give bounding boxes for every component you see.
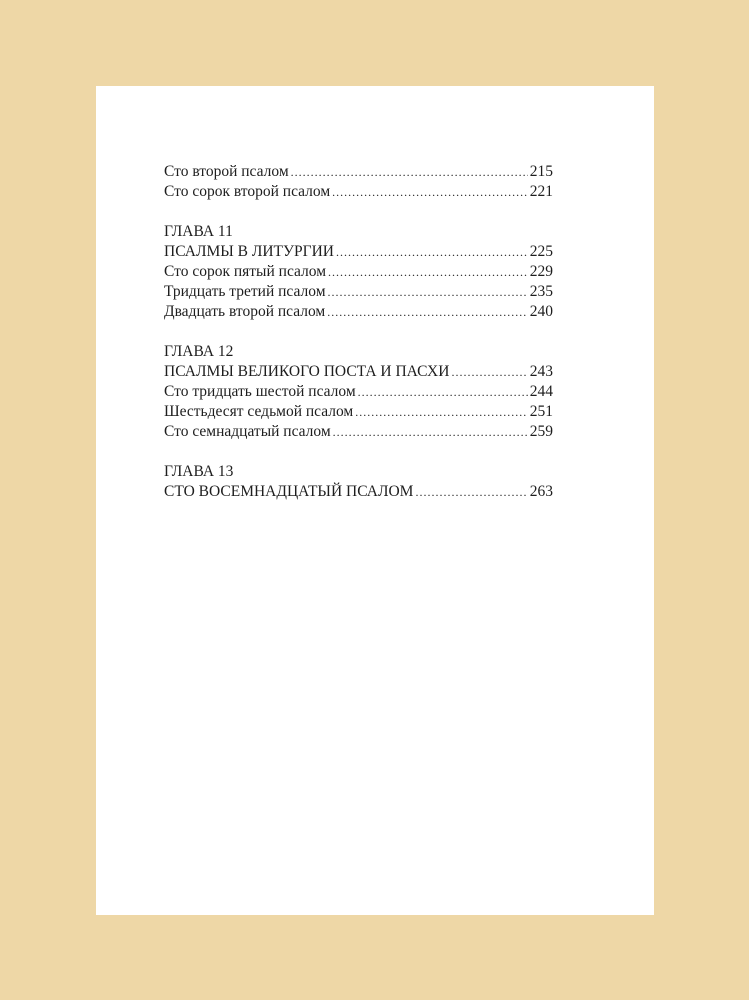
toc-entry-title: Сто семнадцатый псалом — [164, 423, 331, 440]
toc-entry-page: 251 — [529, 403, 553, 420]
toc-entry — [164, 402, 553, 422]
chapter-label: ГЛАВА 13 — [164, 463, 234, 480]
toc-entry-title: Сто сорок второй псалом — [164, 183, 331, 200]
toc-entry-title: Двадцать второй псалом — [164, 303, 326, 320]
dot-leader — [333, 422, 528, 442]
toc-entry-title: СТО ВОСЕМНАДЦАТЫЙ ПСАЛОМ — [164, 483, 414, 500]
dot-leader — [451, 362, 527, 382]
toc-entry-title: Шестьдесят седьмой псалом — [164, 403, 354, 420]
toc-entry-title: Сто тридцать шестой псалом — [164, 383, 356, 400]
toc-entry — [164, 262, 553, 282]
dot-leader — [291, 162, 528, 182]
toc-entry-title: ПСАЛМЫ ВЕЛИКОГО ПОСТА И ПАСХИ — [164, 363, 450, 380]
toc-group-chapter-12 — [164, 342, 553, 442]
toc-entry — [164, 422, 553, 442]
toc-entry-page: 263 — [529, 483, 553, 500]
dot-leader — [336, 242, 528, 262]
toc-entry-page: 229 — [529, 263, 553, 280]
dot-leader — [328, 282, 528, 302]
toc-entry-page: 215 — [529, 163, 553, 180]
chapter-label: ГЛАВА 11 — [164, 223, 233, 240]
toc-entry-title: Сто второй псалом — [164, 163, 289, 180]
table-of-contents — [164, 162, 553, 522]
dot-leader — [328, 262, 528, 282]
toc-entry-page: 221 — [529, 183, 553, 200]
toc-entry — [164, 282, 553, 302]
toc-entry — [164, 242, 553, 262]
toc-entry-title: ПСАЛМЫ В ЛИТУРГИИ — [164, 243, 334, 260]
toc-entry-page: 235 — [529, 283, 553, 300]
dot-leader — [358, 382, 528, 402]
dot-leader — [327, 302, 528, 322]
toc-group-chapter-11 — [164, 222, 553, 322]
toc-group-chapter-13 — [164, 462, 553, 502]
toc-entry-page: 259 — [529, 423, 553, 440]
toc-entry-page: 244 — [529, 383, 553, 400]
toc-entry — [164, 482, 553, 502]
toc-entry — [164, 302, 553, 322]
dot-leader — [332, 182, 528, 202]
dot-leader — [415, 482, 527, 502]
toc-entry-page: 243 — [529, 363, 553, 380]
toc-group-continued — [164, 162, 553, 202]
dot-leader — [355, 402, 528, 422]
chapter-label: ГЛАВА 12 — [164, 343, 234, 360]
toc-entry-page: 240 — [529, 303, 553, 320]
book-page — [96, 86, 654, 915]
toc-entry-page: 225 — [529, 243, 553, 260]
toc-entry — [164, 162, 553, 182]
toc-entry-title: Сто сорок пятый псалом — [164, 263, 327, 280]
toc-entry — [164, 182, 553, 202]
toc-entry — [164, 382, 553, 402]
toc-entry-title: Тридцать третий псалом — [164, 283, 326, 300]
toc-entry — [164, 362, 553, 382]
